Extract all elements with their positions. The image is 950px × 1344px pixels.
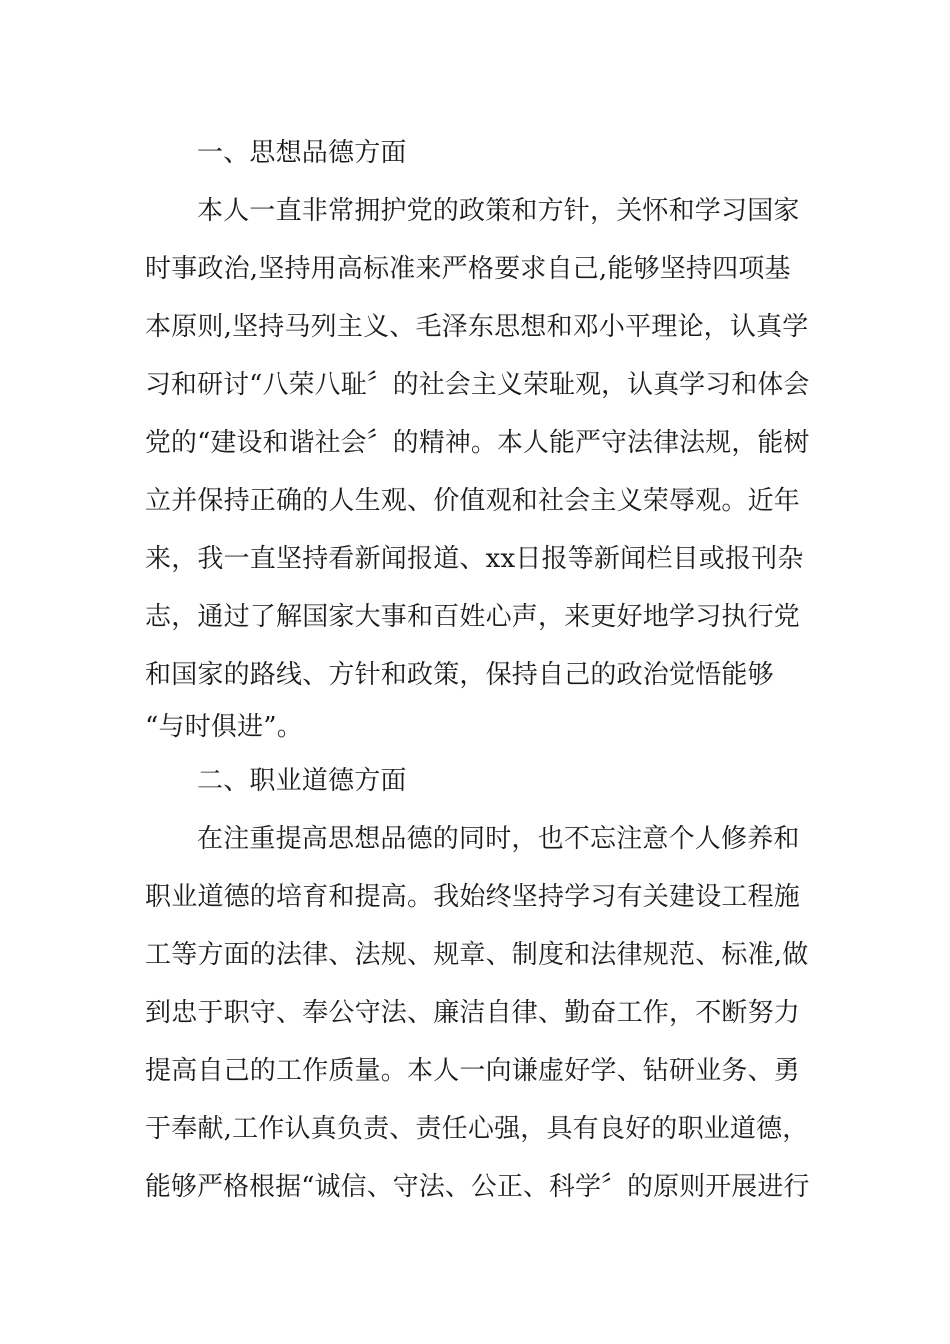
paragraph-line: 本原则,坚持马列主义、毛泽东思想和邓小平理论，认真学 — [145, 312, 809, 342]
section-heading-2: 二、职业道德方面 — [197, 766, 407, 796]
paragraph-line: 到忠于职守、奉公守法、廉洁自律、勤奋工作，不断努力 — [145, 998, 801, 1028]
paragraph-line: 志，通过了解国家大事和百姓心声，来更好地学习执行党 — [145, 602, 801, 632]
paragraph-line: 党的“建设和谐社会〞的精神。本人能严守法律法规，能树 — [145, 428, 810, 458]
paragraph-line: “与时俱进”。 — [145, 712, 303, 742]
section-heading-1: 一、思想品德方面 — [197, 138, 407, 168]
paragraph-line: 时事政治,坚持用高标准来严格要求自己,能够坚持四项基 — [145, 254, 791, 284]
paragraph-line: 本人一直非常拥护党的政策和方针，关怀和学习国家 — [197, 196, 800, 226]
paragraph-line: 在注重提高思想品德的同时，也不忘注意个人修养和 — [197, 824, 800, 854]
paragraph-line: 和国家的路线、方针和政策，保持自己的政治觉悟能够 — [145, 660, 774, 690]
paragraph-line: 职业道德的培育和提高。我始终坚持学习有关建设工程施 — [145, 882, 801, 912]
paragraph-line: 能够严格根据“诚信、守法、公正、科学〞的原则开展进行 — [145, 1172, 810, 1202]
paragraph-line: 提高自己的工作质量。本人一向谦虚好学、钻研业务、勇 — [145, 1056, 801, 1086]
paragraph-line: 于奉献,工作认真负责、责任心强，具有良好的职业道德， — [145, 1114, 809, 1144]
paragraph-line: 工等方面的法律、法规、规章、制度和法律规范、标准,做 — [145, 940, 809, 970]
paragraph-line: 来，我一直坚持看新闻报道、xx日报等新闻栏目或报刊杂 — [145, 544, 804, 574]
paragraph-line: 立并保持正确的人生观、价值观和社会主义荣辱观。近年 — [145, 486, 801, 516]
paragraph-line: 习和研讨“八荣八耻〞的社会主义荣耻观，认真学习和体会 — [145, 370, 810, 400]
